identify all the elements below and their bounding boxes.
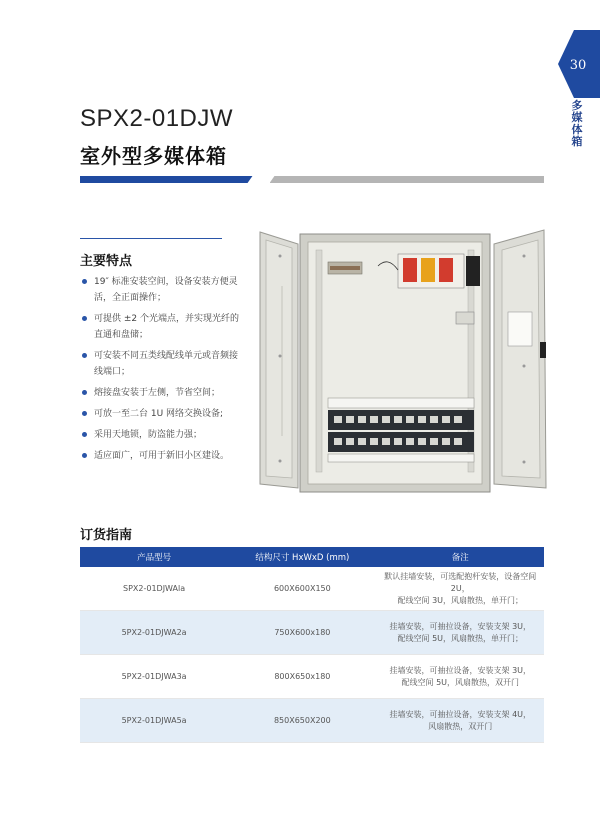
column-header-note: 备注 (377, 547, 544, 567)
table-row (80, 567, 544, 611)
cell-note: 挂墙安装，可抽拉设备，安装支架 4U， 风扇散热，双开门 (377, 699, 544, 743)
side-label-char: 多 (571, 99, 583, 112)
feature-item: 可提供 ±2 个光端点，并实现光纤的直通和盘储； (80, 311, 240, 343)
side-label-char: 箱 (571, 135, 583, 148)
model-title: SPX2-01DJW (80, 105, 234, 132)
side-label-char: 体 (571, 123, 583, 136)
feature-item: 可放一至二台 1U 网络交换设备; (80, 406, 240, 422)
cell-model: SPX2-01DJWAla (80, 567, 228, 611)
page-title: 室外型多媒体箱 (80, 144, 227, 168)
cell-model: 5PX2-01DJWA3a (80, 655, 228, 699)
column-header-model: 产品型号 (80, 547, 228, 567)
product-photo (258, 226, 548, 494)
bullet-icon (82, 390, 87, 395)
cell-note: 挂墙安装，可抽拉设备，安装支架 3U， 配线空间 5U，风扇散热，单开门； (377, 611, 544, 655)
feature-item: 熔接盘安装于左侧，节省空间； (80, 385, 240, 401)
table-row (80, 611, 544, 655)
cell-model: 5PX2-01DJWA2a (80, 611, 228, 655)
table-header-row (80, 547, 544, 567)
cell-note: 默认挂墙安装，可选配抱杆安装，设备空间 2U， 配线空间 3U，风扇散热，单开门； (377, 567, 544, 611)
features-list (80, 274, 240, 469)
feature-item: 适应面广，可用于新旧小区建设。 (80, 448, 240, 464)
feature-item: 采用天地锁，防盗能力强； (80, 427, 240, 443)
feature-item: 19″ 标准安装空间，设备安装方便灵活，全正面操作； (80, 274, 240, 306)
bullet-icon (82, 411, 87, 416)
bullet-icon (82, 316, 87, 321)
table-row (80, 655, 544, 699)
cell-note: 挂墙安装，可抽拉设备，安装支架 3U， 配线空间 5U，风扇散热，双开门 (377, 655, 544, 699)
order-guide-heading: 订货指南 (80, 528, 133, 543)
bullet-icon (82, 432, 87, 437)
cell-size: 850X650X200 (228, 699, 376, 743)
column-header-size: 结构尺寸 HxWxD (mm) (228, 547, 376, 567)
feature-item: 可安装不同五类线配线单元或音频接线端口； (80, 348, 240, 380)
cell-size: 750X600x180 (228, 611, 376, 655)
cell-size: 800X650x180 (228, 655, 376, 699)
bullet-icon (82, 353, 87, 358)
table-row (80, 699, 544, 743)
features-heading: 主要特点 (80, 254, 133, 269)
side-section-label (570, 100, 584, 148)
cell-model: 5PX2-01DJWA5a (80, 699, 228, 743)
bullet-icon (82, 279, 87, 284)
page-number-tab (556, 30, 600, 98)
page-number: 30 (569, 58, 587, 73)
side-label-char: 媒 (571, 111, 583, 124)
order-table (80, 547, 544, 743)
title-divider-bar (80, 176, 544, 183)
features-rule (80, 238, 222, 239)
cell-size: 600X600X150 (228, 567, 376, 611)
bullet-icon (82, 453, 87, 458)
